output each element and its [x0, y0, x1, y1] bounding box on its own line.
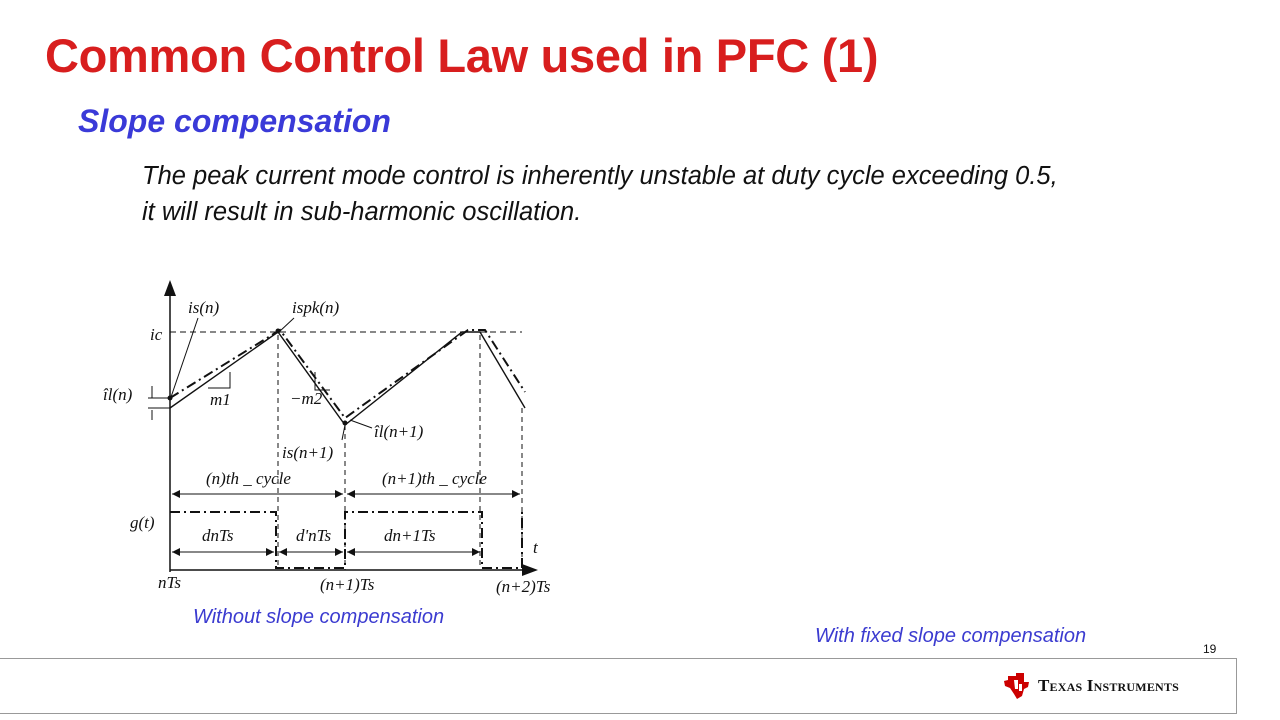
- label-is-n1: is(n+1): [282, 443, 334, 462]
- arrowhead: [512, 490, 520, 498]
- label-dn1Ts: dn+1Ts: [384, 526, 436, 545]
- label-gt: g(t): [130, 513, 155, 532]
- label-dprimeTs: d'nTs: [296, 526, 332, 545]
- ti-logo-icon: [1002, 672, 1032, 700]
- label-n2Ts: (n+2)Ts: [496, 577, 551, 596]
- brand-name: Texas Instruments: [1038, 676, 1179, 695]
- arrowhead: [266, 548, 274, 556]
- point-is-n: [168, 396, 173, 401]
- arrowhead: [335, 490, 343, 498]
- pointer-is-n: [170, 318, 198, 400]
- label-ispk-n: ispk(n): [292, 298, 340, 317]
- label-ic: ic: [150, 325, 163, 344]
- label-nTs: nTs: [158, 573, 182, 592]
- pointer-ispk-n: [279, 318, 294, 332]
- arrowhead: [347, 490, 355, 498]
- label-n1th-cycle: (n+1)th _ cycle: [382, 469, 487, 488]
- label-dnTs: dnTs: [202, 526, 234, 545]
- y-axis-arrow: [164, 280, 176, 296]
- label-t: t: [533, 538, 538, 557]
- caption-with-fixed-slope: With fixed slope compensation: [815, 625, 1087, 647]
- label-neg-m2: −m2: [290, 389, 323, 408]
- point-ispk-n: [276, 329, 281, 334]
- point-is-n1: [343, 421, 348, 426]
- slide-title: Common Control Law used in PFC (1): [45, 29, 879, 82]
- arrowhead: [472, 548, 480, 556]
- arrowhead: [172, 548, 180, 556]
- arrowhead: [347, 548, 355, 556]
- label-nth-cycle: (n)th _ cycle: [206, 469, 291, 488]
- label-n1Ts: (n+1)Ts: [320, 575, 375, 594]
- label-il-n1: îl(n+1): [374, 422, 424, 441]
- x-axis-arrow: [522, 564, 538, 576]
- label-il-n: îl(n): [103, 385, 133, 404]
- solid-current-waveform: [170, 332, 525, 425]
- label-is-n: is(n): [188, 298, 220, 317]
- texas-instruments-logo: [1002, 672, 1179, 700]
- slide-subtitle: Slope compensation: [78, 103, 391, 139]
- label-m1: m1: [210, 390, 231, 409]
- body-line: it will result in sub-harmonic oscillation.: [142, 198, 582, 226]
- caption-without-slope: Without slope compensation: [193, 606, 445, 628]
- arrowhead: [335, 548, 343, 556]
- page-number: 19: [1203, 642, 1217, 656]
- arrowhead: [279, 548, 287, 556]
- pointer-il-n1: [350, 420, 372, 428]
- m1-slope-marker: [208, 372, 230, 388]
- arrowhead: [172, 490, 180, 498]
- body-line: The peak current mode control is inherently unstable at duty cycle exceeding 0.5,: [142, 162, 1058, 190]
